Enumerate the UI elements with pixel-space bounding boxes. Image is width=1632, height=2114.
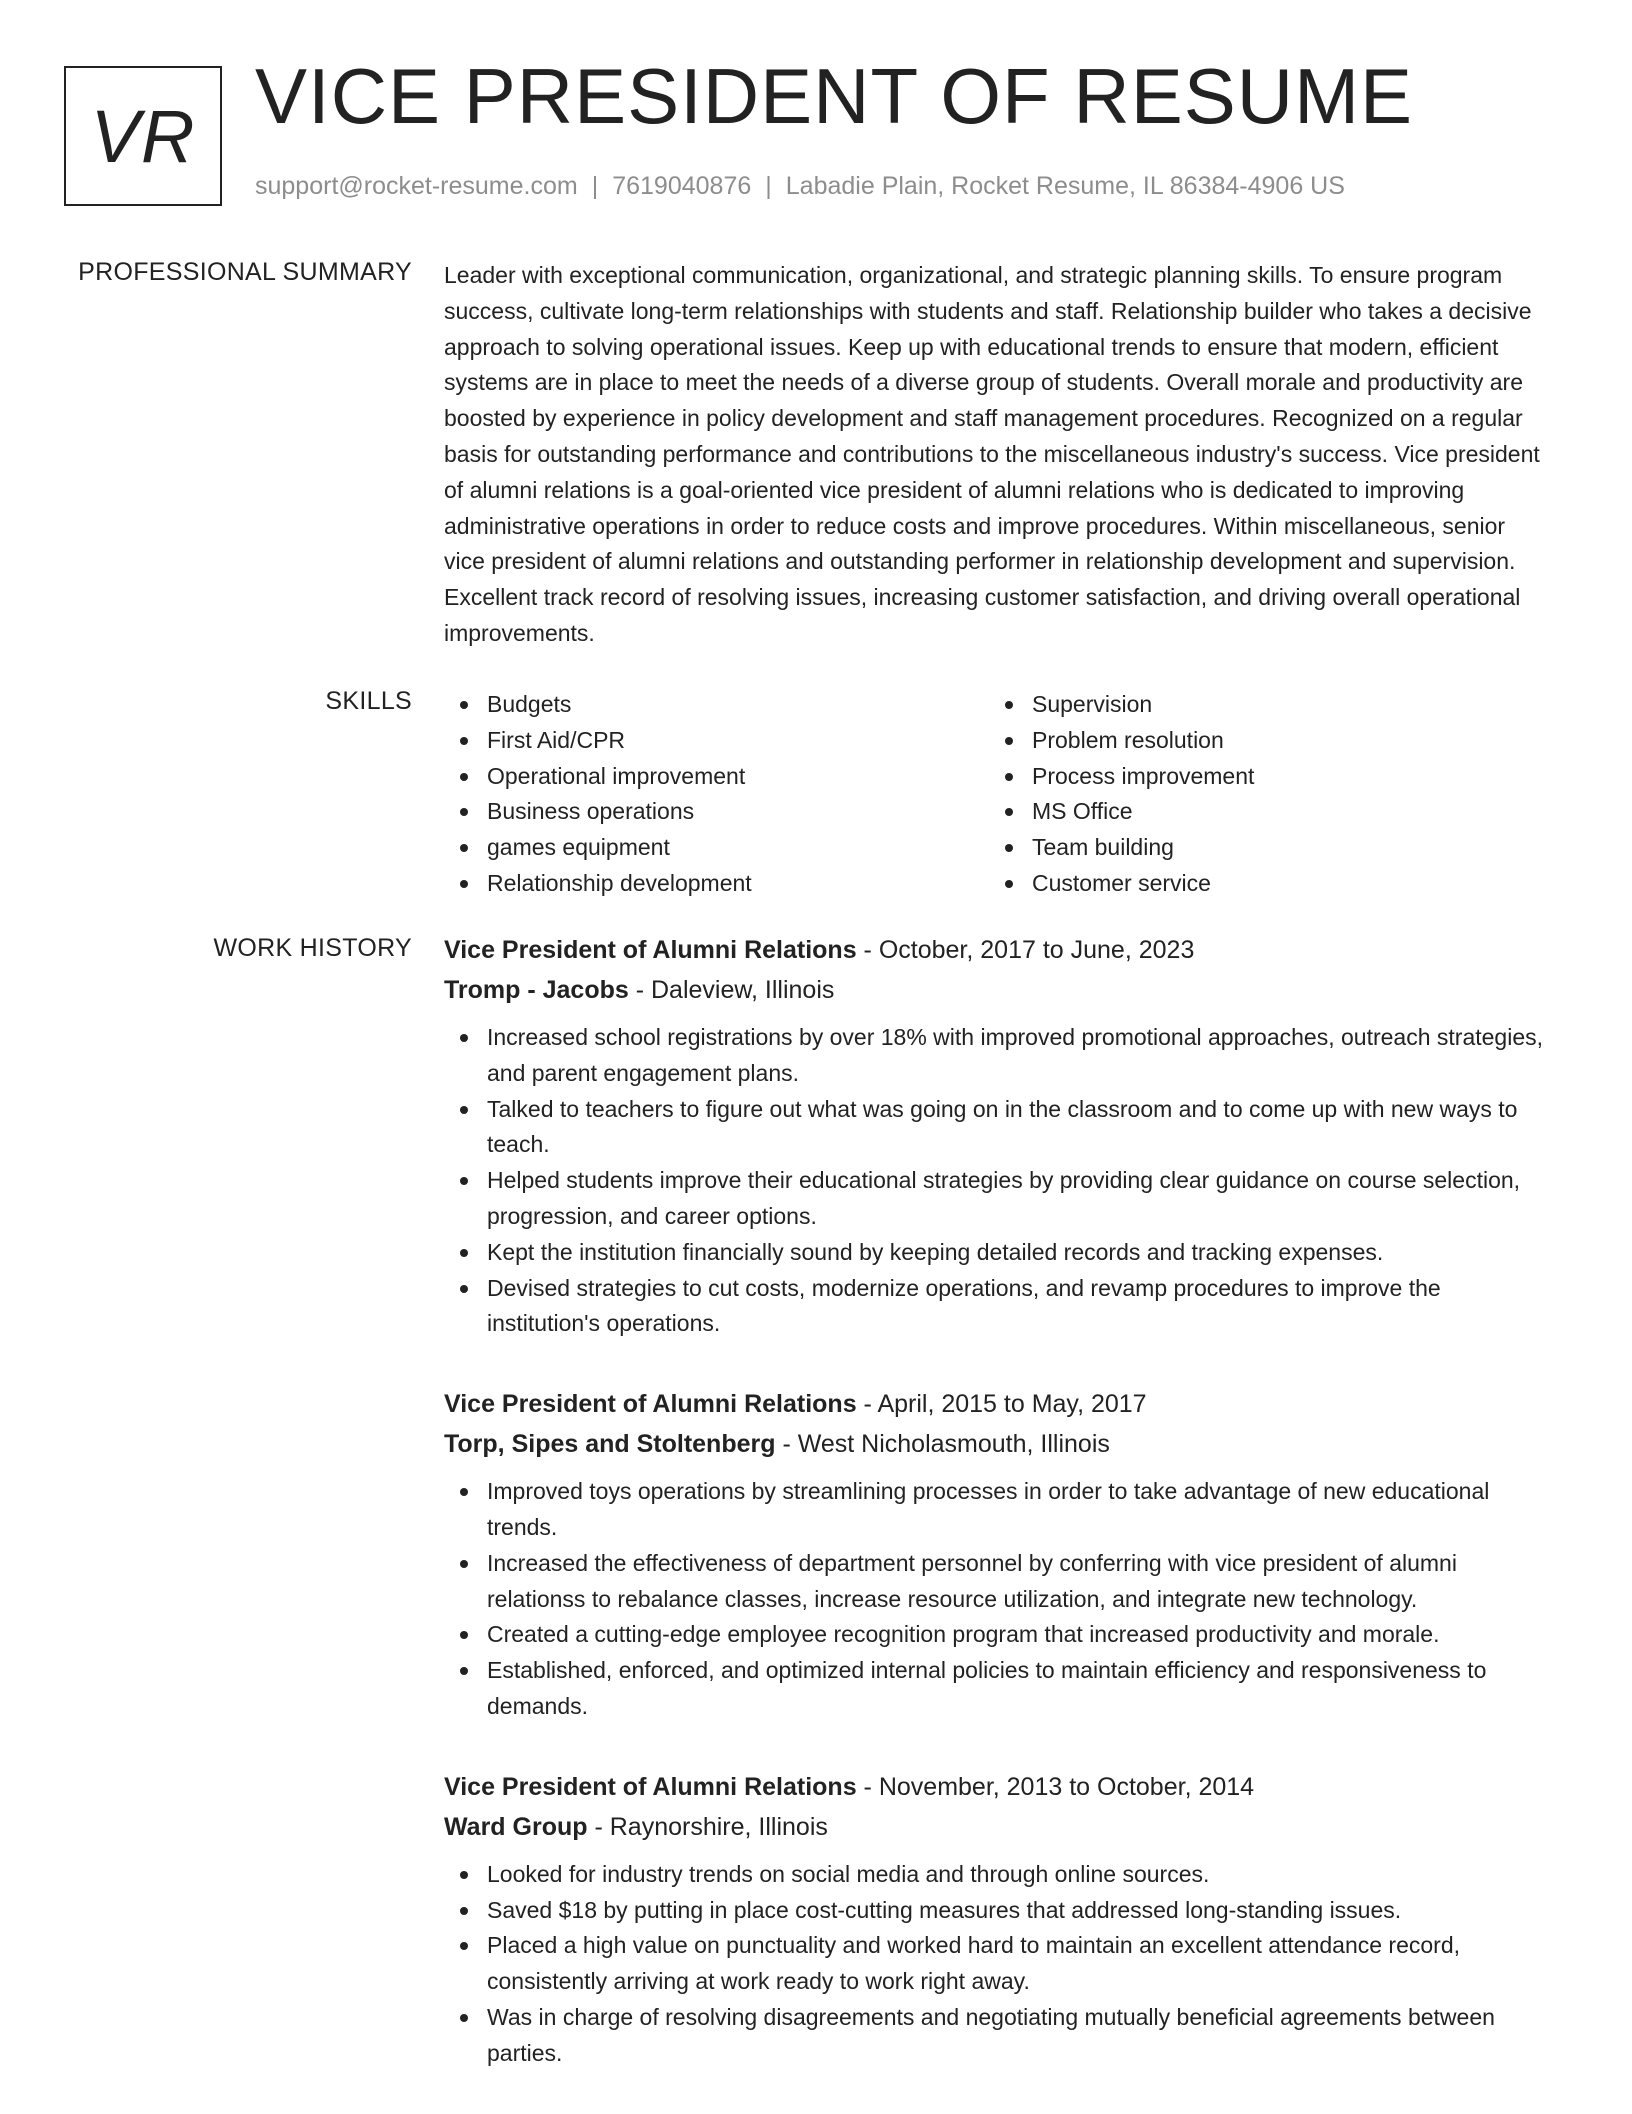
job-entry <box>444 1384 1544 1725</box>
skills-list-left <box>444 687 989 902</box>
job-entry <box>444 930 1544 1342</box>
job-title: Vice President of Alumni Relations <box>444 1390 857 1419</box>
resume-name: VICE PRESIDENT OF RESUME <box>255 52 1414 140</box>
skill-item: Business operations <box>444 794 989 830</box>
skill-item: Supervision <box>989 687 1534 723</box>
job-bullet: Placed a high value on punctuality and worked hard to maintain an excellent attendance record, consistently arriving at work ready to work right away. <box>444 1928 1544 2000</box>
job-dates: - April, 2015 to May, 2017 <box>856 1390 1147 1419</box>
skills-list-right <box>989 687 1534 902</box>
job-dates: - October, 2017 to June, 2023 <box>856 936 1195 964</box>
job-bullet: Created a cutting-edge employee recognition program that increased productivity and morale. <box>444 1617 1544 1653</box>
work-history-heading: WORK HISTORY <box>213 934 412 962</box>
job-company: Torp, Sipes and Stoltenberg <box>444 1430 776 1459</box>
summary-body <box>444 258 1544 652</box>
job-location: - Daleview, Illinois <box>628 976 835 1004</box>
job-title-line <box>444 930 1544 970</box>
skill-item: Relationship development <box>444 866 989 902</box>
job-bullet: Increased the effectiveness of department personnel by conferring with vice president of alumni relationss to rebalance classes, increase resource utilization, and integrate new technology. <box>444 1546 1544 1618</box>
job-company-line <box>444 1807 1544 1847</box>
job-company-line <box>444 970 1544 1010</box>
skill-item: Process improvement <box>989 759 1534 795</box>
monogram-box <box>64 66 222 206</box>
job-bullet: Talked to teachers to figure out what was going on in the classroom and to come up with new ways to teach. <box>444 1092 1544 1164</box>
job-title: Vice President of Alumni Relations <box>444 936 857 964</box>
skill-item: Operational improvement <box>444 759 989 795</box>
job-title-line <box>444 1384 1544 1424</box>
job-bullet: Established, enforced, and optimized internal policies to maintain efficiency and responsiveness to demands. <box>444 1653 1544 1725</box>
skill-item: Customer service <box>989 866 1534 902</box>
contact-email[interactable]: support@rocket-resume.com <box>255 172 578 200</box>
job-bullet: Increased school registrations by over 18% with improved promotional approaches, outreach strategies, and parent engagement plans. <box>444 1020 1544 1092</box>
skill-item: MS Office <box>989 794 1534 830</box>
job-bullet: Looked for industry trends on social media and through online sources. <box>444 1857 1544 1893</box>
skills-body <box>444 687 1544 902</box>
summary-heading: PROFESSIONAL SUMMARY <box>78 258 412 286</box>
monogram-initials: VR <box>90 94 196 178</box>
contact-separator: | <box>591 172 599 200</box>
job-bullet: Kept the institution financially sound by keeping detailed records and tracking expenses. <box>444 1235 1544 1271</box>
job-bullet: Improved toys operations by streamlining processes in order to take advantage of new educational trends. <box>444 1474 1544 1546</box>
job-bullet: Devised strategies to cut costs, modernize operations, and revamp procedures to improve the institution's operations. <box>444 1271 1544 1343</box>
contact-phone[interactable]: 7619040876 <box>612 172 752 200</box>
contact-address: Labadie Plain, Rocket Resume, IL 86384-4906 US <box>785 172 1345 200</box>
job-dates: - November, 2013 to October, 2014 <box>856 1772 1255 1801</box>
job-title: Vice President of Alumni Relations <box>444 1772 857 1801</box>
job-bullets <box>444 1020 1544 1342</box>
skills-columns <box>444 687 1544 902</box>
job-entry <box>444 1767 1544 2072</box>
job-bullets <box>444 1474 1544 1725</box>
skill-item: games equipment <box>444 830 989 866</box>
skill-item: Budgets <box>444 687 989 723</box>
job-title-line <box>444 1767 1544 1807</box>
job-bullet: Was in charge of resolving disagreements and negotiating mutually beneficial agreements between parties. <box>444 2000 1544 2072</box>
contact-line <box>255 172 1345 201</box>
job-company-line <box>444 1424 1544 1464</box>
contact-separator: | <box>765 172 772 200</box>
summary-paragraph: Leader with exceptional communication, organizational, and strategic planning skills. To ensure program success, cultivate long-term relationships with students and staff. Relationship builder who takes a decisive approach to solving operational issues. Keep up with educational trends to ensure that modern, efficient systems are in place to meet the needs of a diverse group of students. Overall morale and productivity are boosted by experience in policy development and staff management procedures. Recognized on a regular basis for outstanding performance and contributions to the miscellaneous industry's success. Vice president of alumni relations is a goal-oriented vice president of alumni relations who is dedicated to improving administrative operations in order to reduce costs and improve procedures. Within miscellaneous, senior vice president of alumni relations and outstanding performer in relationship development and supervision. Excellent track record of resolving issues, increasing customer satisfaction, and driving overall operational improvements. <box>444 262 1540 646</box>
job-location: - Raynorshire, Illinois <box>587 1812 828 1841</box>
job-bullet: Helped students improve their educational strategies by providing clear guidance on course selection, progression, and career options. <box>444 1163 1544 1235</box>
skill-item: Problem resolution <box>989 723 1534 759</box>
job-company: Ward Group <box>444 1812 588 1841</box>
job-company: Tromp - Jacobs <box>444 976 629 1004</box>
skills-heading: SKILLS <box>325 687 412 715</box>
job-location: - West Nicholasmouth, Illinois <box>775 1430 1110 1459</box>
skill-item: Team building <box>989 830 1534 866</box>
job-bullets <box>444 1857 1544 2072</box>
skill-item: First Aid/CPR <box>444 723 989 759</box>
work-history-body <box>444 930 1544 2114</box>
job-bullet: Saved $18 by putting in place cost-cutting measures that addressed long-standing issues. <box>444 1893 1544 1929</box>
